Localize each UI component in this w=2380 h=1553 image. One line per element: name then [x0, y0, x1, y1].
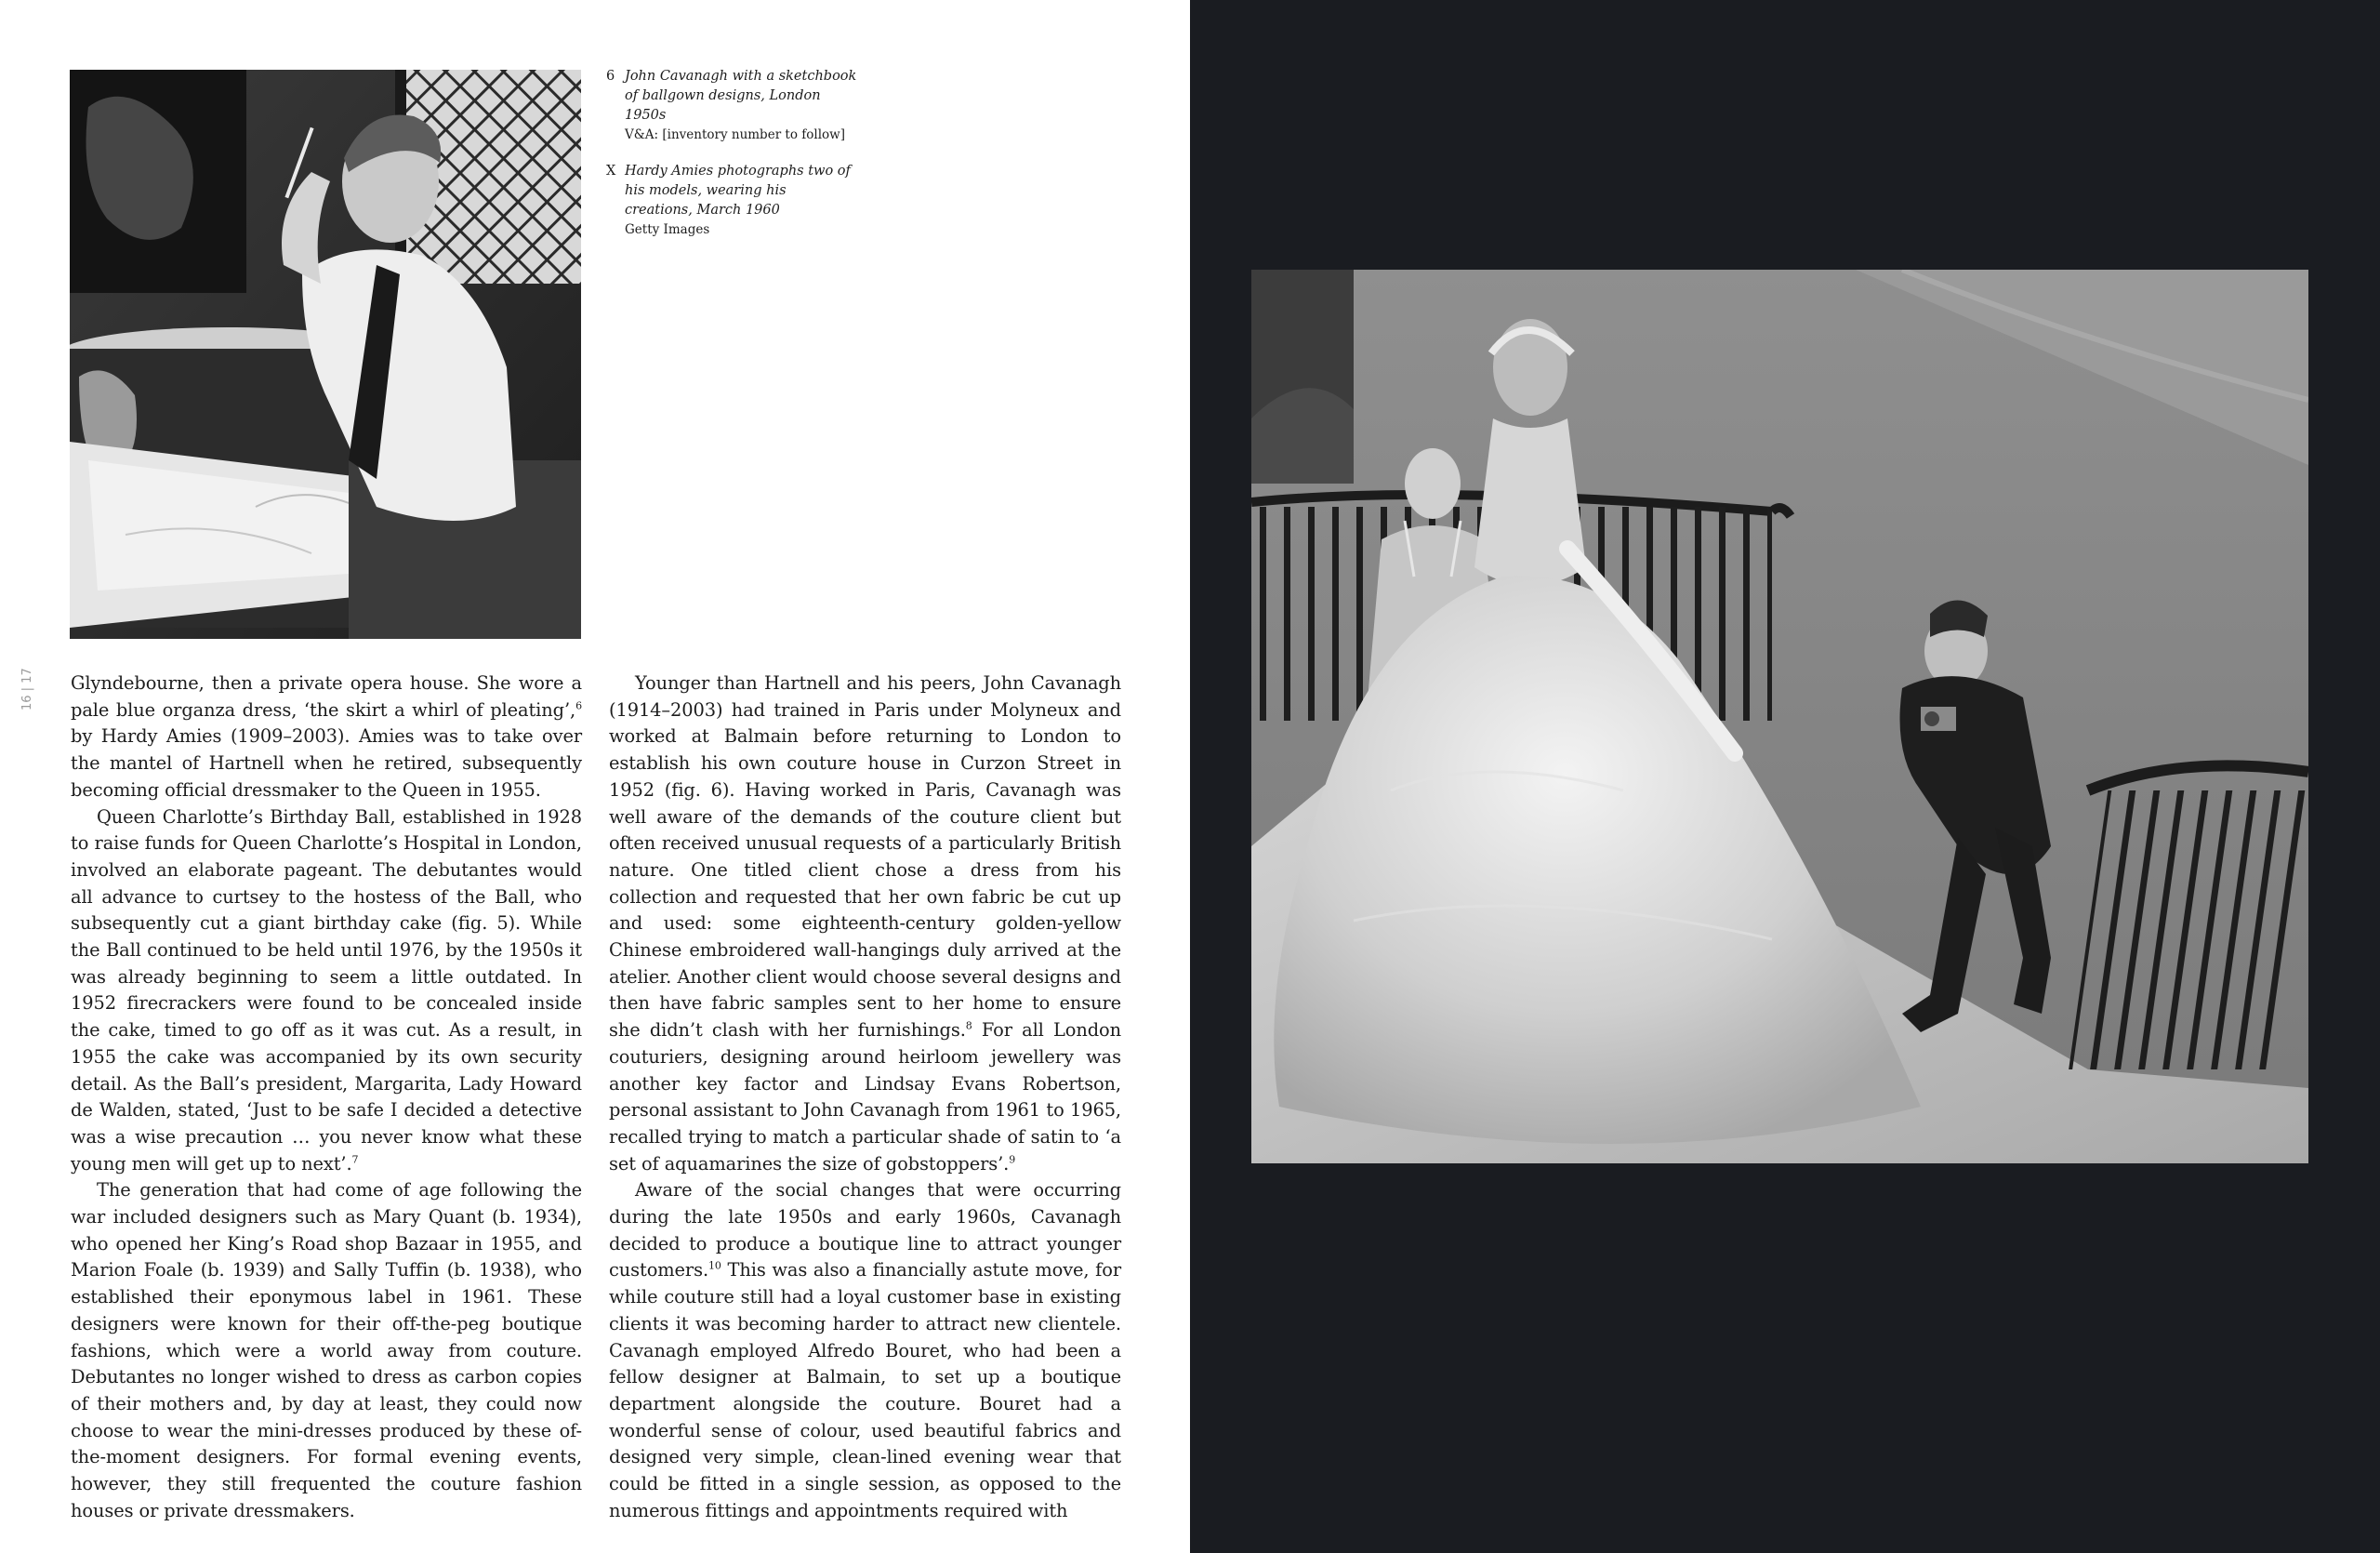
footnote-ref: 10	[708, 1260, 721, 1272]
caption-text: John Cavanagh with a sketchbook of ballgown designs, London 1950s	[625, 69, 857, 123]
paragraph: The generation that had come of age following the war included designers such as Mary Quant (b. 1934), who opened her King’s Road shop Bazaar in 1955, and Marion Foale (b. 1939) and Sally Tuffin (b. 1938), who established their eponymous label in 1961. These designers were known for their off-the-peg boutique fashions, which were a world away from couture. Debutantes no longer wished to dress as carbon copies of their mothers and, by day at least, they could now choose to wear the mini-dresses produced by these of-the-moment designers. For formal evening events, however, they still frequented the couture fashion houses or private dressmakers.	[71, 1179, 582, 1521]
photo-cavanagh-image	[70, 70, 581, 639]
caption-credit: Getty Images	[625, 222, 710, 237]
caption-number: 6	[606, 69, 615, 84]
photo-amies-image	[1251, 270, 2308, 1163]
photo-john-cavanagh-sketchbook	[70, 70, 581, 639]
caption-credit: V&A: [inventory number to follow]	[625, 127, 845, 142]
page-folio: 16 | 17	[20, 668, 34, 710]
caption-block	[606, 67, 857, 257]
caption-text: Hardy Amies photographs two of his models, wearing his creations, March 1960	[625, 164, 851, 218]
paragraph: Queen Charlotte’s Birthday Ball, established in 1928 to raise funds for Queen Charlotte’s Hospital in London, involved an elaborate pageant. The debutantes would all advance to curtsey to the hostess of the Ball, who subsequently cut a giant birthday cake (fig. 5). While the Ball continued to be held until 1976, by the 1950s it was already beginning to seem a little outdated. In 1952 firecrackers were found to be concealed inside the cake, timed to go off as it was cut. As a result, in 1955 the cake was accompanied by its own security detail. As the Ball’s president, Margarita, Lady Howard de Walden, stated, ‘Just to be safe I decided a detective was a wise precaution … you never know what these young men will get up to next’.$^7$	[71, 805, 582, 1175]
footnote-ref: 7	[351, 1153, 359, 1166]
text-column-2	[609, 670, 1121, 1525]
footnote-ref: 8	[965, 1019, 972, 1032]
paragraph: Glyndebourne, then a private opera house. She wore a pale blue organza dress, ‘the skirt a whirl of pleating’,$^6$ by Hardy Amies (1909–2003). Amies was to take over the mantel of Hartnell when he retired, subsequently becoming official dressmaker to the Queen in 1955.	[71, 672, 582, 801]
photo-hardy-amies-models	[1251, 270, 2308, 1163]
footnote-ref: 6	[575, 699, 582, 712]
text-column-1	[71, 670, 582, 1525]
caption-fig-6	[606, 67, 857, 145]
caption-number: X	[606, 164, 616, 179]
footnote-ref: 9	[1009, 1153, 1016, 1166]
paragraph: Younger than Hartnell and his peers, John Cavanagh (1914–2003) had trained in Paris under Molyneux and worked at Balmain before returning to London to establish his own couture house in Curzon Street in 1952 (fig. 6). Having worked in Paris, Cavanagh was well aware of the demands of the couture client but often received unusual requests of a particularly British nature. One titled client chose a dress from his collection and requested that her own fabric be cut up and used: some eighteenth-century golden-yellow Chinese embroidered wall-hangings duly arrived at the atelier. Another client would choose several designs and then have fabric samples sent to her home to ensure she didn’t clash with her furnishings.$^8$ For all London couturiers, designing around heirloom jewellery was another key factor and Lindsay Evans Robertson, personal assistant to John Cavanagh from 1961 to 1965, recalled trying to match a particular shade of satin to ‘a set of aquamarines the size of gobstoppers’.$^9$	[609, 672, 1121, 1175]
caption-fig-x	[606, 162, 857, 240]
paragraph: Aware of the social changes that were occurring during the late 1950s and early 1960s, Cavanagh decided to produce a boutique line to attract younger customers.$^{10}$ This was also a financially astute move, for while couture still had a loyal customer base in existing clients it was becoming harder to attract new clientele. Cavanagh employed Alfredo Bouret, who had been a fellow designer at Balmain, to set up a boutique department alongside the couture. Bouret had a wonderful sense of colour, used beautiful fabrics and designed very simple, clean-lined evening wear that could be fitted in a single session, as opposed to the numerous fittings and appointments required with	[609, 1179, 1121, 1521]
